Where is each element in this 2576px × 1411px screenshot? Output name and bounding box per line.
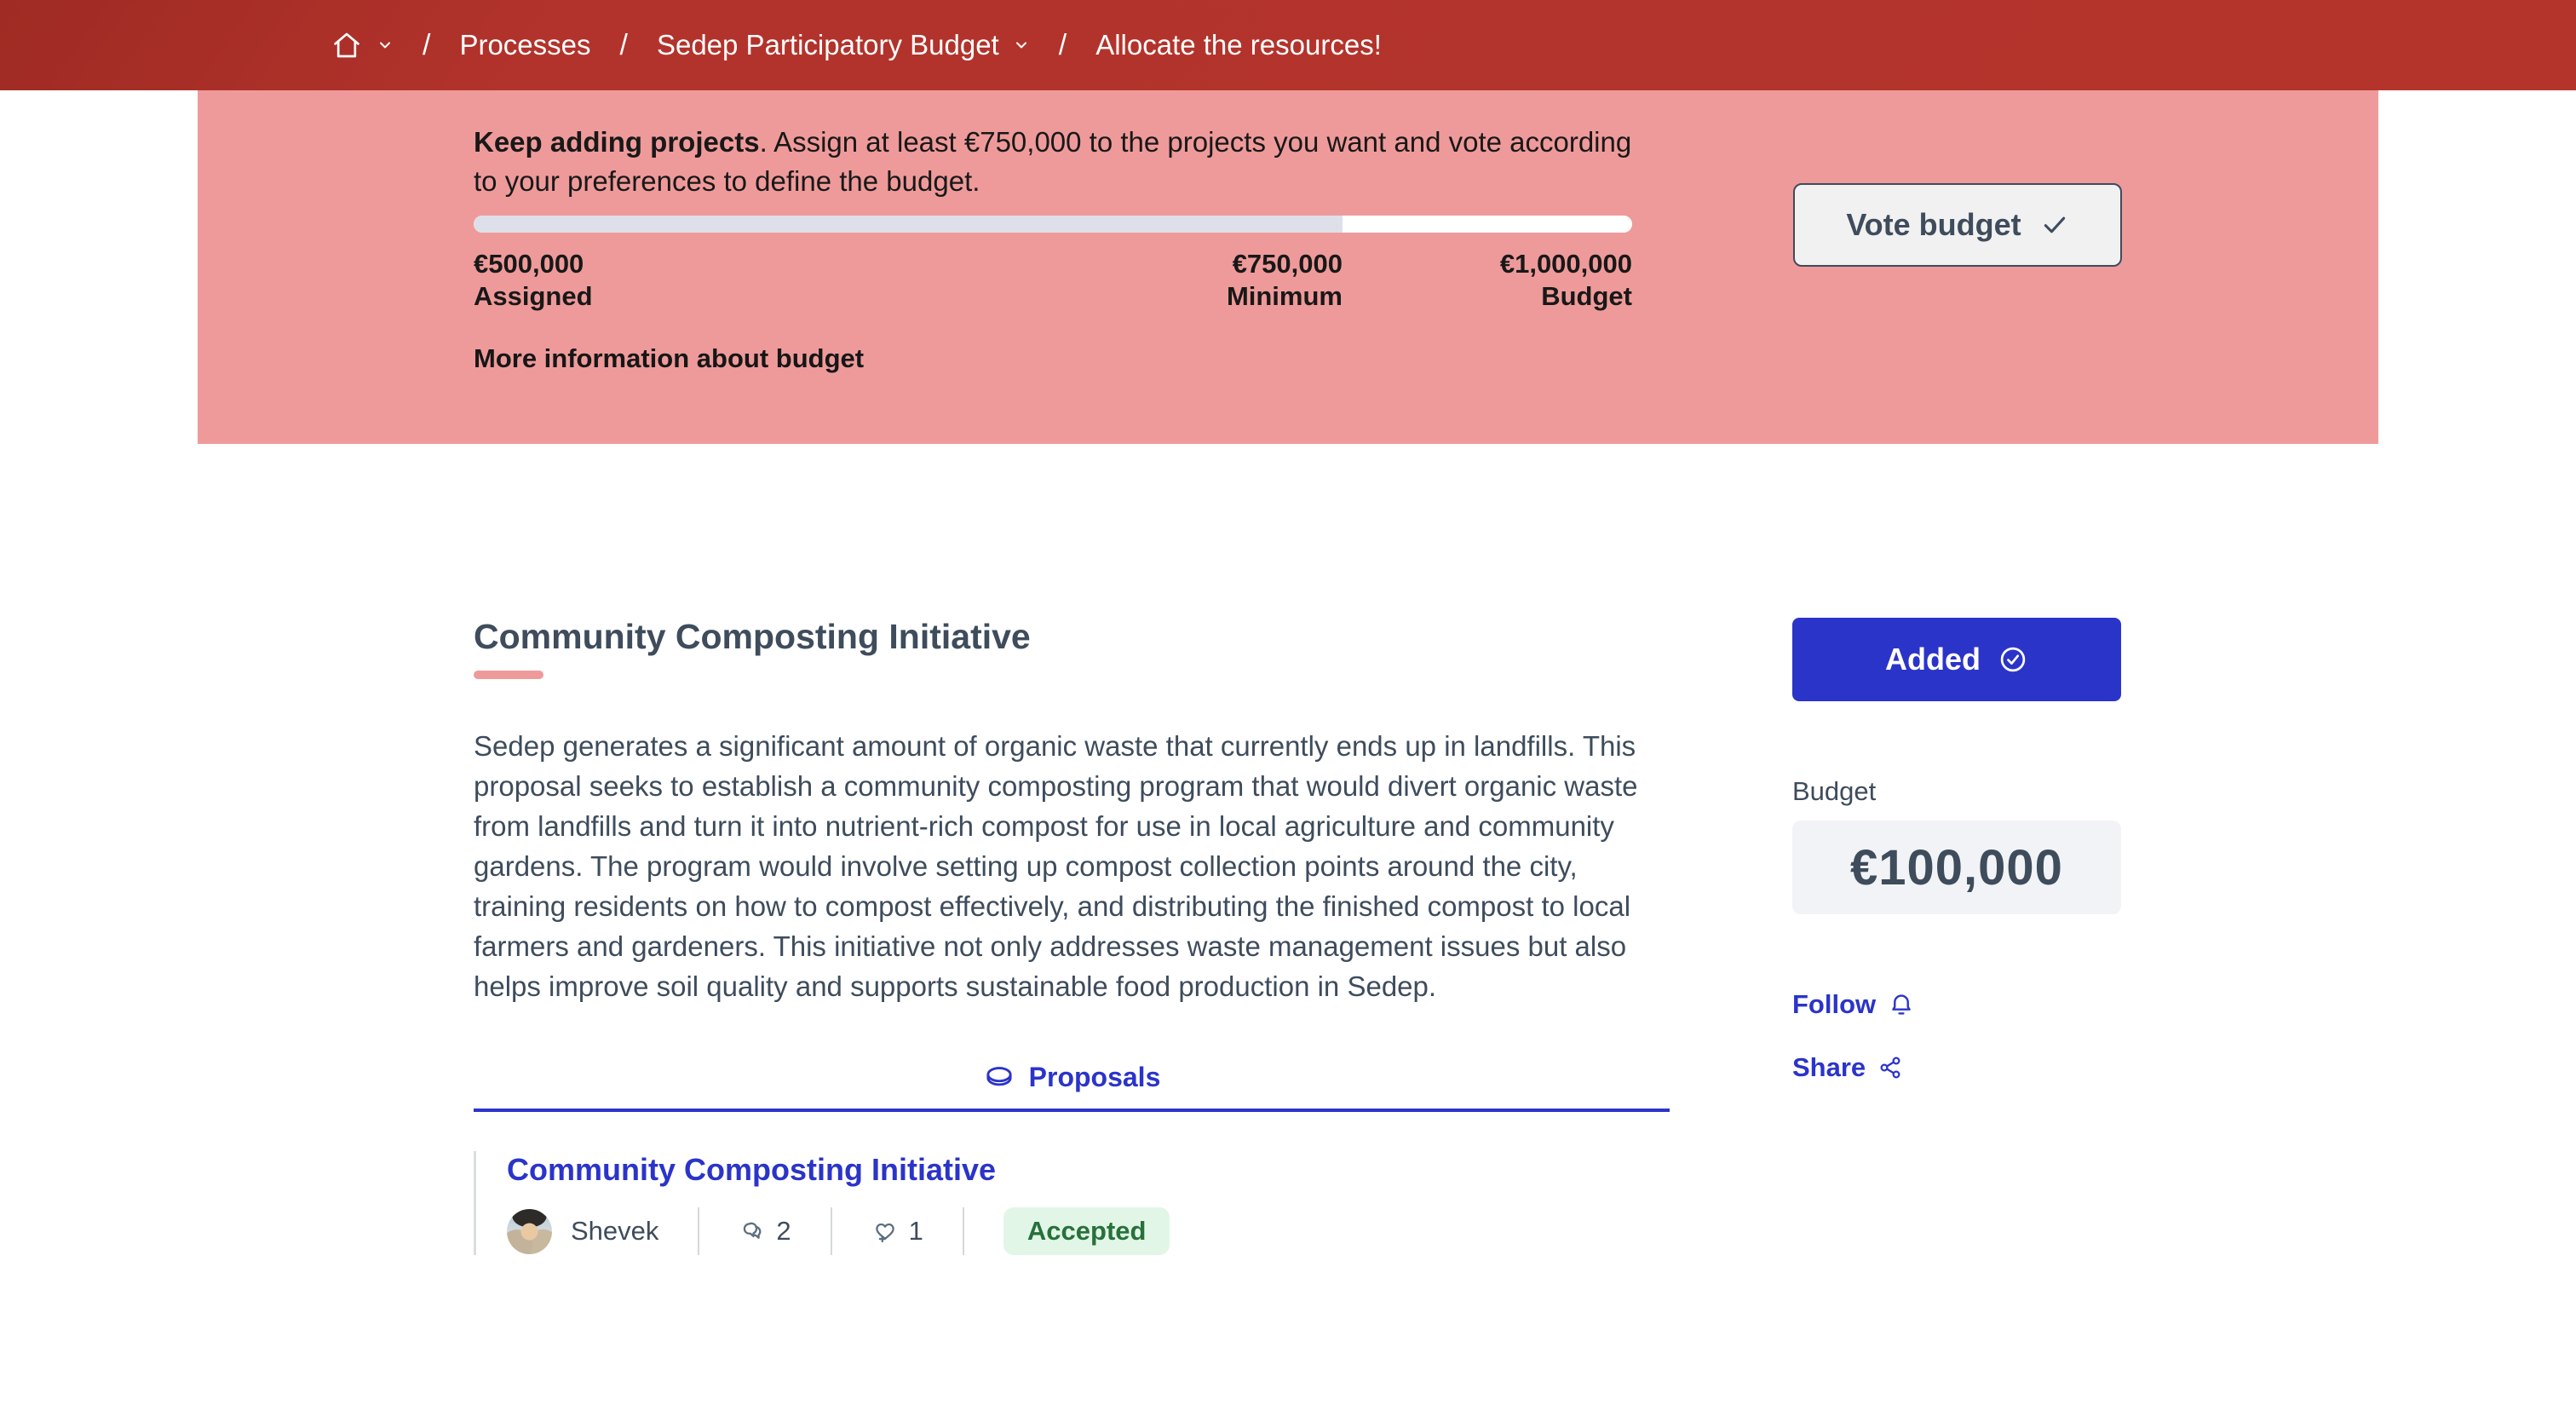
- assigned-amount: €500,000: [474, 249, 584, 279]
- comments-icon: [739, 1218, 766, 1245]
- heart-add-icon: [871, 1218, 899, 1245]
- budget-progress-bar: [474, 216, 1632, 233]
- comments-count: 2: [776, 1216, 791, 1246]
- title-underline: [474, 671, 543, 679]
- total-budget-caption: Budget: [1541, 281, 1632, 311]
- breadcrumb-separator: /: [423, 28, 431, 61]
- proposal-meta-row: [507, 1207, 1670, 1255]
- budget-summary-left: [474, 123, 1632, 444]
- project-description: Sedep generates a significant amount of organic waste that currently ends up in landfills. This proposal seeks to establish a community composting program that would divert organic waste from landfills and turn it into nutrient-rich compost for use in local agriculture and community gardens. The program would involve setting up compost collection points around the city, training residents on how to compost effectively, and distributing the finished compost to local farmers and gardeners. This initiative not only addresses waste management issues but also helps improve soil quality and supports sustainable food production in Sedep.: [474, 730, 1638, 1002]
- breadcrumb-separator: /: [1058, 28, 1067, 61]
- related-tabs: [474, 1061, 1670, 1112]
- comments-meta[interactable]: [739, 1216, 791, 1247]
- share-label: Share: [1792, 1052, 1866, 1082]
- breadcrumb-home-group: [331, 29, 394, 61]
- proposal-title-link[interactable]: Community Composting Initiative: [507, 1152, 997, 1187]
- budget-instruction-rest: . Assign at least €750,000 to the projects you want and vote according to your preferences to define the budget.: [474, 126, 1632, 197]
- budget-progress-fill: [474, 216, 1343, 233]
- proposal-author[interactable]: Shevek: [571, 1216, 659, 1246]
- endorsements-count: 1: [908, 1216, 923, 1246]
- divider: [698, 1207, 699, 1255]
- bell-icon: [1888, 991, 1915, 1018]
- budget-summary-banner: [198, 90, 2378, 444]
- project-sidebar: [1792, 618, 2121, 1083]
- endorsements-meta[interactable]: [871, 1216, 923, 1247]
- page-title: Community Composting Initiative: [474, 617, 1031, 656]
- sidebar-budget-label: Budget: [1792, 776, 1877, 806]
- total-budget-amount: €1,000,000: [1499, 249, 1632, 279]
- breadcrumb-separator: /: [619, 28, 628, 61]
- more-information-link[interactable]: More information about budget: [474, 343, 865, 373]
- chevron-down-icon[interactable]: [1013, 37, 1030, 54]
- breadcrumb: [0, 0, 2576, 90]
- divider: [831, 1207, 832, 1255]
- tab-proposals-label: Proposals: [1028, 1061, 1161, 1092]
- divider: [963, 1207, 964, 1255]
- project-detail: [474, 618, 1670, 1255]
- content-row: [474, 618, 2121, 1255]
- sidebar-budget-amount: €100,000: [1792, 821, 2121, 914]
- status-badge: Accepted: [1003, 1207, 1170, 1255]
- vote-budget-button[interactable]: [1793, 183, 2122, 267]
- budget-instruction-bold: Keep adding projects: [474, 126, 760, 158]
- follow-link[interactable]: [1792, 989, 2121, 1020]
- chevron-down-icon[interactable]: [377, 37, 394, 54]
- follow-label: Follow: [1792, 989, 1877, 1019]
- minimum-amount: €750,000: [1232, 249, 1343, 279]
- minimum-caption: Minimum: [1226, 281, 1343, 311]
- share-icon: [1877, 1055, 1903, 1080]
- total-budget-label-group: [1500, 248, 1632, 313]
- vote-budget-label: Vote budget: [1846, 207, 2021, 242]
- breadcrumb-item-current[interactable]: Allocate the resources!: [1095, 29, 1382, 60]
- share-link[interactable]: [1792, 1052, 2121, 1083]
- circled-check-icon: [1998, 644, 2028, 675]
- minimum-label-group: [474, 248, 1343, 313]
- coin-icon: [983, 1061, 1015, 1093]
- tab-proposals[interactable]: [983, 1061, 1161, 1093]
- breadcrumb-item-processes[interactable]: Processes: [459, 29, 591, 60]
- budget-instruction-text: [474, 123, 1632, 201]
- added-button[interactable]: [1792, 618, 2121, 701]
- added-button-label: Added: [1885, 642, 1981, 677]
- breadcrumb-item-process[interactable]: Sedep Participatory Budget: [656, 29, 999, 60]
- avatar[interactable]: [507, 1209, 552, 1254]
- home-icon[interactable]: [331, 29, 363, 61]
- check-icon: [2040, 210, 2069, 239]
- budget-summary-right: [1793, 123, 2122, 444]
- proposal-card: [474, 1151, 1670, 1255]
- assigned-caption: Assigned: [474, 281, 593, 311]
- budget-progress-labels: [474, 248, 1632, 314]
- breadcrumb-process-group: [657, 29, 1030, 61]
